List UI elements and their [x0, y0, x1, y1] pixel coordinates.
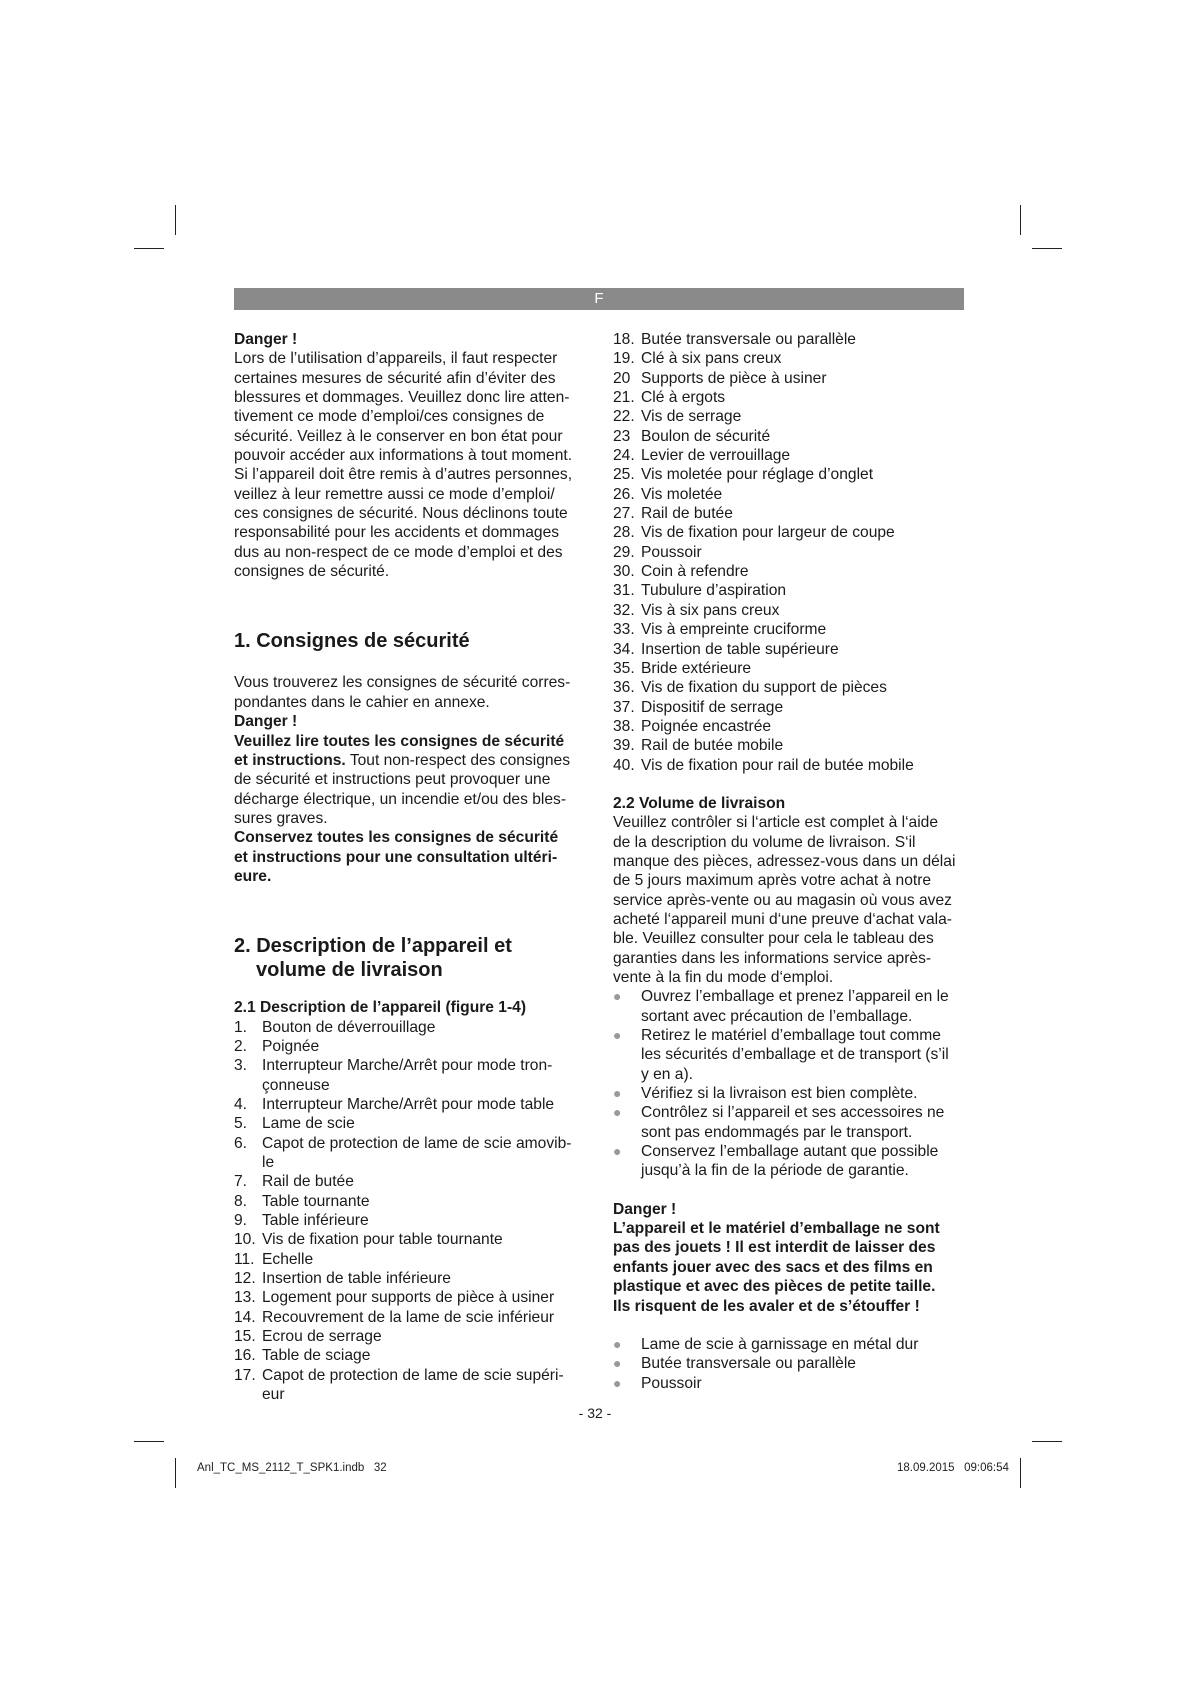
bullet-dot-icon: [613, 1045, 641, 1064]
part-label: Rail de butée: [641, 505, 733, 523]
part-item: [234, 1211, 584, 1230]
bullet-dot-icon: ●: [613, 1027, 622, 1044]
text-line: responsabilité pour les accidents et dommages: [234, 524, 560, 542]
crop-mark: [1032, 1441, 1062, 1442]
bullet-item: [613, 1161, 968, 1180]
part-item: [613, 581, 968, 600]
danger-title: Danger !: [234, 331, 298, 348]
text-line: ble. Veuillez consulter pour cela le tableau des: [613, 930, 934, 948]
text-line: certaines mesures de sécurité afin d’éviter des: [234, 369, 556, 387]
bullet-text: jusqu’à la fin de la période de garantie.: [641, 1162, 909, 1180]
part-item: [613, 601, 968, 620]
text-line: consignes de sécurité.: [234, 563, 390, 581]
part-item: [234, 1250, 584, 1269]
part-item: [613, 620, 968, 639]
bullet-text: Vérifiez si la livraison est bien complète.: [641, 1085, 918, 1103]
part-number: 33.: [613, 621, 635, 639]
part-label: Table inférieure: [262, 1212, 369, 1230]
text-line: plastique et avec des pièces de petite taille.: [613, 1278, 936, 1296]
part-number: 37.: [613, 698, 635, 716]
warning-bold-line: Veuillez lire toutes les consignes de sécurité: [234, 732, 565, 750]
part-number: 36.: [613, 679, 635, 697]
part-number: 15.: [234, 1328, 256, 1346]
warning-text: [234, 770, 584, 828]
part-item: [613, 388, 968, 407]
bullet-item: [613, 987, 968, 1006]
part-label: Echelle: [262, 1250, 314, 1268]
part-label: Recouvrement de la lame de scie inférieur: [262, 1308, 555, 1326]
text-line: de 5 jours maximum après votre achat à notre: [613, 872, 932, 890]
part-label: Dispositif de serrage: [641, 698, 784, 716]
part-number: 39.: [613, 737, 635, 755]
part-label: Poussoir: [641, 543, 702, 561]
part-number: 13.: [234, 1289, 256, 1307]
part-number: 19.: [613, 350, 635, 368]
part-label: Interrupteur Marche/Arrêt pour mode tron-: [262, 1057, 553, 1075]
bullet-item: [613, 1103, 968, 1122]
bullet-dot-icon: [613, 1123, 641, 1142]
part-number: 4.: [234, 1095, 248, 1113]
text-line: manque des pièces, adressez-vous dans un délai: [613, 852, 956, 870]
part-number: 12.: [234, 1270, 256, 1288]
text-line: Ils risquent de les avaler et de s’étouffer !: [613, 1297, 920, 1315]
part-number: 28.: [613, 524, 635, 542]
part-number: 32.: [613, 601, 635, 619]
delivery-text: [613, 813, 968, 987]
danger-text: [613, 1219, 968, 1316]
bullet-dot-icon: ●: [613, 1104, 622, 1121]
part-item: [613, 717, 968, 736]
part-number: 14.: [234, 1308, 256, 1326]
text-line: et instructions pour une consultation ultéri-: [234, 848, 558, 866]
part-number: 2.: [234, 1037, 248, 1055]
page-number: - 32 -: [578, 1405, 612, 1421]
text-line: pas des jouets ! Il est interdit de laisser des: [613, 1239, 936, 1257]
part-item: [613, 369, 968, 388]
part-item: [613, 756, 968, 775]
text-line: Si l’appareil doit être remis à d’autres personnes,: [234, 466, 573, 484]
part-item: [613, 349, 968, 368]
part-label: Poignée encastrée: [641, 717, 772, 735]
part-number: [234, 1076, 262, 1095]
section-2-title: 2. Description de l’appareil et: [234, 935, 512, 958]
part-item: [234, 1308, 584, 1327]
bullet-text: Retirez le matériel d’emballage tout comme: [641, 1027, 941, 1045]
part-item: [234, 1153, 584, 1172]
part-label: Coin à refendre: [641, 563, 749, 581]
part-number: 30.: [613, 563, 635, 581]
bullet-dot-icon: ●: [613, 1355, 622, 1372]
part-number: 3.: [234, 1057, 248, 1075]
part-label: Vis de fixation pour largeur de coupe: [641, 524, 895, 542]
part-label: Vis moletée pour réglage d’onglet: [641, 466, 874, 484]
section-2-title-cont: volume de livraison: [256, 959, 443, 982]
part-number: 27.: [613, 505, 635, 523]
part-number: 35.: [613, 659, 635, 677]
part-number: 6.: [234, 1134, 248, 1152]
bullet-dot-icon: ●: [613, 1085, 622, 1102]
section-1-text: [234, 673, 584, 712]
text-line: L’appareil et le matériel d’emballage ne sont: [613, 1220, 940, 1238]
part-number: 17.: [234, 1366, 256, 1384]
bullet-dot-icon: ●: [613, 1143, 622, 1160]
part-item: [613, 427, 968, 446]
bullet-item: [613, 1123, 968, 1142]
part-label: Supports de pièce à usiner: [641, 369, 827, 387]
part-label: çonneuse: [262, 1076, 330, 1094]
part-item: [613, 407, 968, 426]
parts-list: [234, 1018, 584, 1405]
bullet-item: [613, 1354, 968, 1373]
part-item: [613, 504, 968, 523]
part-label: Vis de fixation pour rail de butée mobile: [641, 756, 914, 774]
part-number: 34.: [613, 640, 635, 658]
crop-mark: [175, 1458, 176, 1488]
part-item: [613, 698, 968, 717]
part-label: Table de sciage: [262, 1347, 371, 1365]
danger-text: [234, 349, 584, 581]
bullet-item: [613, 1045, 968, 1064]
text-line: enfants jouer avec des sacs et des films en: [613, 1258, 933, 1276]
part-label: Ecrou de serrage: [262, 1328, 382, 1346]
part-label: Bouton de déverrouillage: [262, 1018, 436, 1036]
bullet-text: les sécurités d’emballage et de transport (s’il: [641, 1046, 949, 1064]
text-line: pondantes dans le cahier en annexe.: [234, 693, 490, 711]
part-number: 11.: [234, 1250, 255, 1268]
text-line: garanties dans les informations service après-: [613, 949, 932, 967]
part-label: Rail de butée mobile: [641, 737, 784, 755]
bullet-item: [613, 1142, 968, 1161]
part-label: Table tournante: [262, 1192, 370, 1210]
warning-mixed-line: [234, 751, 584, 770]
part-number: 24.: [613, 447, 635, 465]
bullet-dot-icon: [613, 1065, 641, 1084]
crop-mark: [175, 205, 176, 235]
part-item: [234, 1269, 584, 1288]
warning-bold-span: et instructions.: [234, 751, 346, 769]
bullet-item: [613, 1335, 968, 1354]
part-number: 31.: [613, 582, 635, 600]
bullet-dot-icon: [613, 1007, 641, 1026]
part-item: [234, 1114, 584, 1133]
text-line: eure.: [234, 867, 272, 885]
subsection-2-1-title: 2.1 Description de l’appareil (figure 1-4): [234, 999, 527, 1017]
part-label: Bride extérieure: [641, 659, 752, 677]
footer-datetime: 18.09.2015 09:06:54: [897, 1462, 1009, 1474]
part-item: [234, 1037, 584, 1056]
part-item: [613, 543, 968, 562]
part-item: [234, 1288, 584, 1307]
part-number: 22.: [613, 408, 635, 426]
part-label: Capot de protection de lame de scie supéri-: [262, 1366, 564, 1384]
warning-rest-span: Tout non-respect des consignes: [345, 751, 571, 769]
part-item: [613, 736, 968, 755]
part-number: 10.: [234, 1231, 256, 1249]
text-line: de sécurité et instructions peut provoquer une: [234, 771, 551, 789]
crop-mark: [1032, 248, 1062, 249]
part-label: le: [262, 1154, 275, 1171]
part-number: [234, 1385, 262, 1404]
part-label: eur: [262, 1386, 285, 1404]
part-item: [613, 485, 968, 504]
crop-mark: [134, 1441, 164, 1442]
part-item: [613, 465, 968, 484]
text-line: ces consignes de sécurité. Nous déclinons toute: [234, 505, 568, 523]
text-line: service après-vente ou au magasin où vous avez: [613, 891, 952, 909]
text-line: sécurité. Veillez à le conserver en bon état pour: [234, 427, 563, 445]
text-line: Vous trouverez les consignes de sécurité corres-: [234, 674, 571, 692]
left-column: [234, 330, 584, 1404]
parts-list: [613, 330, 968, 775]
part-label: Logement pour supports de pièce à usiner: [262, 1289, 555, 1307]
subsection-2-2-title: 2.2 Volume de livraison: [613, 794, 786, 812]
part-item: [234, 1366, 584, 1385]
part-label: Levier de verrouillage: [641, 447, 791, 465]
part-label: Vis de serrage: [641, 408, 742, 426]
part-number: 21.: [613, 389, 635, 407]
keep-instructions: [234, 828, 584, 886]
part-label: Vis à six pans creux: [641, 601, 780, 619]
danger-title: Danger !: [234, 713, 298, 731]
part-label: Lame de scie: [262, 1115, 355, 1133]
part-label: Poignée: [262, 1037, 320, 1055]
text-line: Conservez toutes les consignes de sécurité: [234, 829, 559, 847]
delivery-items: [613, 1335, 968, 1393]
bullet-text: y en a).: [641, 1065, 694, 1083]
part-label: Boulon de sécurité: [641, 427, 771, 445]
bullet-item: [613, 1084, 968, 1103]
bullet-dot-icon: ●: [613, 988, 622, 1005]
part-item: [613, 562, 968, 581]
part-label: Capot de protection de lame de scie amovib-: [262, 1134, 572, 1152]
part-label: Clé à six pans creux: [641, 350, 782, 368]
part-number: [234, 1153, 262, 1172]
part-item: [613, 446, 968, 465]
part-label: Butée transversale ou parallèle: [641, 331, 856, 348]
crop-mark: [1020, 205, 1021, 235]
bullet-text: Conservez l’emballage autant que possible: [641, 1143, 939, 1161]
bullet-text: Poussoir: [641, 1374, 702, 1392]
bullet-item: [613, 1065, 968, 1084]
part-label: Interrupteur Marche/Arrêt pour mode table: [262, 1095, 555, 1113]
bullet-text: Ouvrez l’emballage et prenez l’appareil en le: [641, 988, 949, 1006]
part-number: 1.: [234, 1018, 248, 1036]
bullet-dot-icon: [613, 1161, 641, 1180]
part-label: Tubulure d’aspiration: [641, 582, 787, 600]
crop-mark: [134, 248, 164, 249]
bullet-text: Lame de scie à garnissage en métal dur: [641, 1335, 919, 1353]
part-item: [613, 330, 968, 349]
right-column: [613, 330, 968, 1393]
text-line: pouvoir accéder aux informations à tout moment.: [234, 447, 573, 465]
footer-file: Anl_TC_MS_2112_T_SPK1.indb 32: [197, 1462, 387, 1474]
bullet-text: sont pas endommagés par le transport.: [641, 1123, 913, 1141]
part-label: Insertion de table supérieure: [641, 640, 839, 658]
text-line: tivement ce mode d’emploi/ces consignes de: [234, 408, 545, 426]
language-bar: [234, 288, 964, 310]
part-number: 18.: [613, 331, 635, 348]
part-label: Insertion de table inférieure: [262, 1270, 451, 1288]
text-line: Lors de l’utilisation d’appareils, il faut respecter: [234, 350, 558, 368]
part-item: [234, 1095, 584, 1114]
part-number: 23: [613, 427, 631, 445]
part-item: [613, 523, 968, 542]
part-item: [234, 1172, 584, 1191]
part-item: [613, 678, 968, 697]
part-label: Vis de fixation du support de pièces: [641, 679, 887, 697]
part-label: Rail de butée: [262, 1173, 354, 1191]
text-line: dus au non-respect de ce mode d’emploi et des: [234, 543, 563, 561]
bullet-dot-icon: ●: [613, 1335, 622, 1352]
part-item: [234, 1134, 584, 1153]
part-label: Vis moletée: [641, 485, 723, 503]
language-code: F: [594, 290, 604, 307]
bullet-item: [613, 1374, 968, 1393]
part-item: [234, 1018, 584, 1037]
part-item: [234, 1192, 584, 1211]
text-line: sures graves.: [234, 809, 328, 827]
part-number: 16.: [234, 1347, 256, 1365]
part-number: 9.: [234, 1212, 248, 1230]
text-line: décharge électrique, un incendie et/ou des bles-: [234, 790, 567, 808]
part-item: [234, 1346, 584, 1365]
part-item: [234, 1056, 584, 1075]
part-item: [234, 1327, 584, 1346]
crop-mark: [1020, 1458, 1021, 1488]
part-number: 20: [613, 369, 631, 387]
part-number: 38.: [613, 717, 635, 735]
part-number: 26.: [613, 485, 635, 503]
text-line: Veuillez contrôler si l‘article est complet à l‘aide: [613, 814, 939, 832]
text-line: de la description du volume de livraison. S‘il: [613, 833, 916, 851]
part-number: 25.: [613, 466, 635, 484]
part-item: [234, 1076, 584, 1095]
part-item: [234, 1385, 584, 1404]
bullet-item: [613, 1007, 968, 1026]
part-label: Vis à empreinte cruciforme: [641, 621, 827, 639]
text-line: vente à la fin du mode d‘emploi.: [613, 969, 834, 986]
part-label: Clé à ergots: [641, 389, 726, 407]
danger-title: Danger !: [613, 1200, 677, 1218]
text-line: blessures et dommages. Veuillez donc lire atten-: [234, 389, 570, 407]
part-number: 5.: [234, 1115, 248, 1133]
checklist: [613, 987, 968, 1180]
part-number: 40.: [613, 756, 635, 774]
section-1-title: 1. Consignes de sécurité: [234, 630, 470, 653]
text-line: acheté l‘appareil muni d‘une preuve d‘achat vala-: [613, 910, 952, 928]
bullet-text: sortant avec précaution de l’emballage.: [641, 1007, 913, 1025]
part-item: [234, 1230, 584, 1249]
part-number: 29.: [613, 543, 635, 561]
part-item: [613, 659, 968, 678]
bullet-dot-icon: ●: [613, 1374, 622, 1391]
part-number: 7.: [234, 1173, 248, 1191]
part-label: Vis de fixation pour table tournante: [262, 1231, 503, 1249]
bullet-text: Contrôlez si l’appareil et ses accessoires ne: [641, 1104, 945, 1122]
part-item: [613, 640, 968, 659]
part-number: 8.: [234, 1192, 248, 1210]
text-line: veillez à leur remettre aussi ce mode d’emploi/: [234, 485, 555, 503]
bullet-text: Butée transversale ou parallèle: [641, 1355, 856, 1373]
bullet-item: [613, 1026, 968, 1045]
